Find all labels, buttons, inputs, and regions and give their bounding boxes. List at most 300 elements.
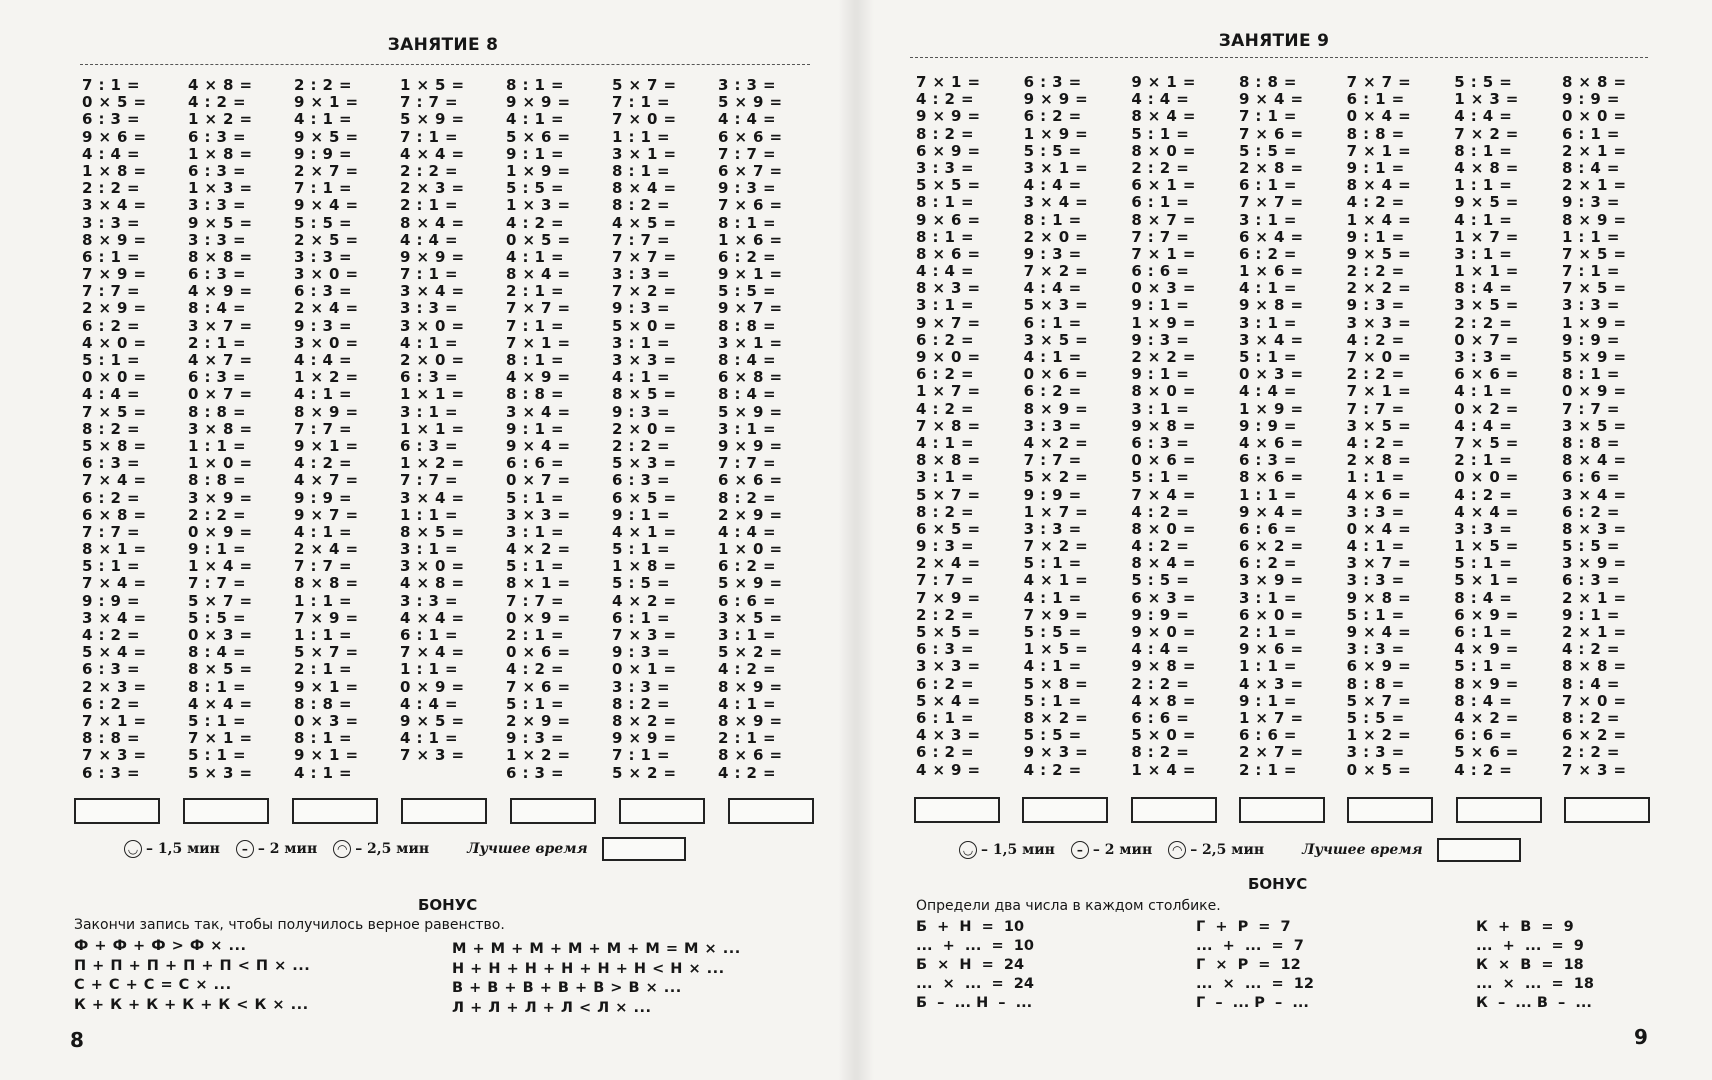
exercise-item: 2 : 2 = bbox=[294, 76, 352, 94]
bonus-title: БОНУС bbox=[418, 896, 478, 914]
exercise-item: 3 × 3 = bbox=[916, 657, 981, 676]
exercise-item: 6 : 2 = bbox=[1238, 554, 1297, 573]
exercise-item: 6 × 8 = bbox=[82, 505, 147, 524]
exercise-item: 4 × 1 = bbox=[1023, 571, 1089, 590]
exercise-item: 8 × 5 = bbox=[612, 385, 677, 404]
exercise-item: 5 : 1 = bbox=[1346, 605, 1405, 624]
exercise-item: 1 × 3 = bbox=[188, 179, 253, 198]
bonus-line: П + П + П + П + П < П × ... bbox=[74, 957, 311, 974]
exercise-item: 4 : 4 = bbox=[1023, 176, 1082, 195]
exercise-item: 2 : 2 = bbox=[1131, 674, 1190, 693]
exercise-item: 3 × 4 = bbox=[1023, 193, 1089, 212]
exercise-item: 7 : 7 = bbox=[718, 454, 776, 473]
exercise-item: 9 × 7 = bbox=[718, 299, 783, 318]
exercise-item: 0 × 6 = bbox=[1023, 365, 1089, 384]
exercise-item: 6 : 2 = bbox=[82, 316, 140, 335]
exercise-item: 6 : 3 = bbox=[188, 161, 246, 180]
exercise-item: 2 × 1 = bbox=[1561, 588, 1627, 607]
exercise-item: 1 × 0 = bbox=[718, 540, 783, 559]
exercise-item: 8 : 1 = bbox=[718, 213, 776, 232]
exercise-item: 5 : 5 = bbox=[1023, 141, 1082, 160]
exercise-item: 8 × 0 = bbox=[1131, 141, 1196, 160]
exercise-item: 5 × 9 = bbox=[718, 574, 783, 593]
exercise-item: 5 : 5 = bbox=[1454, 73, 1513, 91]
time-box[interactable] bbox=[914, 797, 1000, 823]
smile-icon: ◡ bbox=[959, 841, 977, 859]
exercise-item: 8 : 4 = bbox=[188, 643, 246, 662]
exercise-item: 5 : 5 = bbox=[718, 282, 776, 301]
exercise-item: 5 : 5 = bbox=[506, 179, 564, 198]
exercise-item: 6 : 6 = bbox=[1238, 519, 1297, 538]
exercise-item: 8 : 1 = bbox=[1561, 365, 1620, 384]
exercise-item: 8 : 1 = bbox=[188, 677, 246, 696]
bonus-line: К – ... В – ... bbox=[1476, 995, 1592, 1011]
exercise-item: 6 : 2 = bbox=[916, 330, 974, 349]
sad-face-icon: ◠ bbox=[333, 840, 351, 858]
exercise-item: 7 × 5 = bbox=[1561, 244, 1627, 263]
exercise-item: 3 : 3 = bbox=[612, 677, 670, 696]
exercise-item: 4 : 2 = bbox=[1346, 330, 1405, 349]
exercise-item: 2 : 2 = bbox=[1346, 365, 1405, 384]
exercise-item: 3 : 1 = bbox=[1238, 210, 1297, 229]
exercise-item: 6 × 9 = bbox=[916, 141, 981, 160]
exercise-item: 9 × 9 = bbox=[1023, 90, 1089, 109]
exercise-item: 0 × 9 = bbox=[1561, 382, 1627, 401]
exercise-item: 4 : 1 = bbox=[1238, 279, 1297, 298]
exercise-item: 0 × 3 = bbox=[1131, 279, 1196, 298]
exercise-item: 0 × 9 = bbox=[188, 522, 253, 541]
exercise-item: 6 : 3 = bbox=[82, 763, 140, 782]
exercise-item: 1 × 4 = bbox=[1346, 210, 1412, 229]
exercise-item: 2 × 9 = bbox=[506, 711, 571, 730]
exercise-item: 7 × 6 = bbox=[718, 196, 783, 215]
exercise-item: 9 × 4 = bbox=[1346, 623, 1412, 641]
exercise-item: 5 × 7 = bbox=[612, 76, 677, 94]
exercise-item: 5 × 5 = bbox=[916, 176, 981, 195]
exercise-item: 5 × 7 = bbox=[1346, 691, 1412, 710]
page-number: 9 bbox=[1634, 1025, 1648, 1049]
exercise-item: 9 : 3 = bbox=[612, 299, 670, 318]
exercise-item: 8 × 9 = bbox=[1561, 210, 1627, 229]
legend-slow: – 2,5 мин bbox=[1190, 842, 1265, 858]
exercise-item: 2 : 2 = bbox=[916, 605, 974, 624]
exercise-item: 3 : 3 = bbox=[400, 299, 458, 318]
exercise-item: 7 : 7 = bbox=[612, 230, 670, 249]
exercise-item: 9 : 1 = bbox=[188, 540, 246, 559]
bonus-line: Н + Н + Н + Н + Н + Н < Н × ... bbox=[452, 960, 725, 977]
bonus-line: Г × Р = 12 bbox=[1196, 957, 1301, 973]
exercise-item: 2 : 1 = bbox=[718, 729, 776, 748]
exercise-item: 4 : 1 = bbox=[1454, 382, 1513, 401]
exercise-item: 8 × 2 = bbox=[612, 711, 677, 730]
exercise-item: 9 × 1 = bbox=[294, 677, 359, 696]
bonus-line: Ф + Ф + Ф > Ф × ... bbox=[74, 938, 247, 954]
bonus-line: М + М + М + М + М + М = М × ... bbox=[452, 941, 741, 957]
exercise-item: 4 × 6 = bbox=[1346, 485, 1412, 504]
time-box[interactable] bbox=[510, 798, 596, 824]
exercise-item: 4 : 4 = bbox=[718, 110, 776, 129]
exercise-item: 8 : 1 = bbox=[506, 351, 564, 369]
time-box[interactable] bbox=[1239, 797, 1325, 823]
exercise-item: 1 × 5 = bbox=[400, 76, 465, 94]
exercise-item: 8 × 4 = bbox=[1131, 554, 1196, 573]
exercise-item: 7 × 6 = bbox=[506, 677, 571, 696]
exercise-item: 0 × 1 = bbox=[612, 660, 677, 679]
exercise-item: 7 : 7 = bbox=[916, 571, 974, 590]
exercise-item: 9 × 8 = bbox=[1131, 416, 1196, 435]
exercise-item: 4 : 2 = bbox=[1346, 433, 1405, 452]
exercise-item: 6 : 3 = bbox=[188, 127, 246, 146]
exercise-item: 0 × 9 = bbox=[400, 677, 465, 696]
sad-face-icon: ◠ bbox=[1168, 841, 1186, 859]
exercise-item: 1 × 2 = bbox=[506, 746, 571, 765]
exercise-item: 7 : 7 = bbox=[294, 557, 352, 576]
exercise-item: 2 : 1 = bbox=[400, 196, 458, 215]
exercise-item: 6 : 2 = bbox=[82, 488, 140, 507]
exercise-item: 4 : 1 = bbox=[400, 729, 458, 748]
legend-fast: – 1,5 мин bbox=[981, 842, 1055, 858]
exercise-item: 9 : 1 = bbox=[506, 419, 564, 438]
exercise-item: 6 : 3 = bbox=[1561, 571, 1620, 590]
exercise-item: 7 : 1 = bbox=[506, 316, 564, 335]
exercise-item: 6 : 1 = bbox=[1454, 623, 1513, 641]
bonus-line: ... + ... = 7 bbox=[1196, 938, 1304, 954]
exercise-item: 3 : 3 = bbox=[612, 265, 670, 284]
exercise-item: 8 × 4 = bbox=[1346, 176, 1412, 195]
exercise-column bbox=[612, 77, 696, 782]
exercise-item: 8 × 9 = bbox=[82, 230, 147, 249]
exercise-item: 6 : 6 = bbox=[1131, 262, 1190, 281]
exercise-item: 4 : 1 = bbox=[506, 110, 564, 129]
time-box[interactable] bbox=[183, 798, 269, 824]
exercise-item: 8 × 1 = bbox=[506, 574, 571, 593]
exercise-item: 8 × 0 = bbox=[1131, 382, 1196, 401]
exercise-item: 9 : 9 = bbox=[1561, 90, 1620, 109]
exercise-item: 3 : 3 = bbox=[1454, 519, 1513, 538]
exercise-item: 3 × 7 = bbox=[188, 316, 253, 335]
exercise-item: 4 : 2 = bbox=[1346, 193, 1405, 212]
exercise-item: 4 : 2 = bbox=[294, 454, 352, 473]
exercise-item: 4 : 2 = bbox=[1454, 760, 1513, 779]
exercise-item: 5 : 1 = bbox=[188, 711, 246, 730]
exercise-item: 4 : 4 = bbox=[82, 385, 140, 404]
exercise-item: 4 × 8 = bbox=[400, 574, 465, 593]
exercise-item: 4 × 9 = bbox=[916, 760, 981, 779]
bonus-line: Г – ... Р – ... bbox=[1196, 995, 1309, 1011]
exercise-item: 7 × 0 = bbox=[1561, 691, 1627, 710]
exercise-item: 8 : 8 = bbox=[294, 694, 352, 713]
legend-mid: – 2 мин bbox=[257, 841, 318, 857]
exercise-item: 2 × 9 = bbox=[718, 505, 783, 524]
exercise-item: 1 × 1 = bbox=[400, 419, 465, 438]
answer-boxes bbox=[914, 797, 1650, 823]
exercise-item: 4 : 1 = bbox=[1023, 348, 1082, 366]
exercise-item: 2 : 2 = bbox=[612, 436, 670, 455]
exercise-item: 6 : 2 = bbox=[1023, 107, 1082, 126]
exercise-item: 9 × 5 = bbox=[188, 213, 253, 232]
exercise-item: 3 × 0 = bbox=[294, 265, 359, 284]
exercise-item: 8 × 9 = bbox=[294, 402, 359, 421]
exercise-item: 1 × 1 = bbox=[1454, 262, 1519, 281]
best-time-box[interactable] bbox=[1437, 838, 1521, 862]
exercise-item: 3 : 1 = bbox=[1238, 313, 1297, 332]
exercise-item: 3 : 3 = bbox=[718, 76, 776, 94]
exercise-item: 4 × 0 = bbox=[82, 333, 147, 352]
exercise-item: 8 × 4 = bbox=[400, 213, 465, 232]
exercise-item: 0 × 0 = bbox=[1561, 107, 1627, 126]
exercise-item: 5 × 9 = bbox=[718, 402, 783, 421]
exercise-item: 8 × 3 = bbox=[916, 279, 981, 298]
time-box[interactable] bbox=[619, 798, 705, 824]
exercise-item: 3 : 3 = bbox=[1346, 571, 1405, 590]
exercise-item: 4 × 7 = bbox=[188, 351, 253, 369]
exercise-item: 5 × 2 = bbox=[1023, 468, 1089, 487]
exercise-item: 9 × 4 = bbox=[506, 436, 571, 455]
exercise-item: 1 : 1 = bbox=[188, 436, 246, 455]
exercise-item: 9 : 3 = bbox=[1561, 193, 1620, 212]
exercise-item: 3 : 1 = bbox=[400, 402, 458, 421]
bonus-list-a bbox=[74, 937, 310, 1015]
exercise-item: 5 × 7 = bbox=[294, 643, 359, 662]
exercise-item: 9 : 9 = bbox=[1023, 485, 1082, 504]
time-legend bbox=[959, 838, 1521, 862]
exercise-item: 6 : 6 = bbox=[1238, 726, 1297, 745]
exercise-item: 9 × 1 = bbox=[718, 265, 783, 284]
time-box[interactable] bbox=[292, 798, 378, 824]
exercise-item: 7 × 9 = bbox=[916, 588, 981, 607]
exercise-item: 5 × 2 = bbox=[612, 763, 677, 782]
time-box[interactable] bbox=[1022, 797, 1108, 823]
exercise-item: 7 × 7 = bbox=[1238, 193, 1304, 212]
exercise-item: 6 : 3 = bbox=[1131, 433, 1190, 452]
exercise-item: 2 × 1 = bbox=[1561, 176, 1627, 195]
exercise-item: 7 × 1 = bbox=[188, 729, 253, 748]
exercise-item: 8 : 4 = bbox=[718, 385, 776, 404]
exercise-item: 7 × 1 = bbox=[916, 73, 981, 91]
exercise-item: 0 × 0 = bbox=[1454, 468, 1519, 487]
bonus-list-b bbox=[452, 940, 741, 1018]
exercise-item: 5 : 5 = bbox=[1346, 708, 1405, 727]
exercise-item: 6 : 1 = bbox=[1023, 313, 1082, 332]
exercise-item: 2 : 1 = bbox=[1238, 623, 1297, 641]
exercise-item: 6 : 6 = bbox=[1561, 468, 1620, 487]
exercise-item: 1 × 5 = bbox=[1454, 537, 1519, 556]
exercise-item: 6 : 3 = bbox=[188, 265, 246, 284]
exercise-item: 1 × 8 = bbox=[82, 161, 147, 180]
exercise-item: 2 × 4 = bbox=[916, 554, 981, 573]
exercise-item: 7 × 9 = bbox=[1023, 605, 1089, 624]
exercise-item: 5 × 8 = bbox=[82, 436, 147, 455]
exercise-item: 7 × 4 = bbox=[1131, 485, 1196, 504]
exercise-item: 5 × 4 = bbox=[916, 691, 981, 710]
page-number: 8 bbox=[70, 1028, 84, 1052]
exercise-item: 6 × 6 = bbox=[718, 471, 783, 490]
exercise-item: 4 × 3 = bbox=[1238, 674, 1304, 693]
exercise-item: 3 : 3 = bbox=[1561, 296, 1620, 315]
exercise-item: 2 : 1 = bbox=[294, 660, 352, 679]
exercise-item: 5 : 1 = bbox=[82, 557, 140, 576]
exercise-item: 6 × 6 = bbox=[1454, 365, 1519, 384]
exercise-item: 4 : 4 = bbox=[718, 522, 776, 541]
exercise-item: 8 × 6 = bbox=[718, 746, 783, 765]
exercise-item: 6 × 2 = bbox=[1238, 537, 1304, 556]
exercise-item: 8 : 1 = bbox=[1023, 210, 1082, 229]
exercise-item: 5 × 6 = bbox=[506, 127, 571, 146]
exercise-item: 7 : 1 = bbox=[400, 265, 458, 284]
exercise-item: 4 : 1 = bbox=[400, 333, 458, 352]
exercise-item: 8 × 9 = bbox=[718, 711, 783, 730]
exercise-item: 6 × 7 = bbox=[718, 161, 783, 180]
exercise-item: 3 × 4 = bbox=[82, 608, 147, 627]
bonus-line: Б × Н = 24 bbox=[916, 957, 1025, 973]
exercise-item: 9 × 7 = bbox=[916, 313, 981, 332]
exercise-item: 9 : 1 = bbox=[1561, 605, 1620, 624]
exercise-item: 4 : 2 = bbox=[718, 660, 776, 679]
exercise-item: 6 : 1 = bbox=[82, 247, 140, 266]
exercise-item: 5 × 5 = bbox=[916, 623, 981, 641]
bonus-title: БОНУС bbox=[1248, 875, 1308, 893]
exercise-item: 1 : 1 = bbox=[612, 127, 670, 146]
exercise-item: 7 : 7 = bbox=[82, 522, 140, 541]
exercise-item: 5 : 5 = bbox=[1023, 623, 1082, 641]
exercise-item: 2 × 8 = bbox=[1346, 451, 1412, 470]
exercise-item: 4 : 2 = bbox=[1023, 760, 1082, 779]
time-box[interactable] bbox=[401, 798, 487, 824]
time-box[interactable] bbox=[1564, 797, 1650, 823]
exercise-item: 9 : 1 = bbox=[506, 144, 564, 163]
exercise-item: 6 : 2 = bbox=[82, 694, 140, 713]
exercise-item: 4 : 2 = bbox=[1454, 485, 1513, 504]
exercise-item: 2 × 7 = bbox=[1238, 743, 1304, 762]
exercise-item: 6 × 1 = bbox=[1131, 176, 1196, 195]
exercise-item: 0 × 4 = bbox=[1346, 107, 1412, 126]
exercise-item: 9 × 6 = bbox=[1238, 640, 1304, 659]
bonus-line: В + В + В + В + В > В × ... bbox=[452, 980, 682, 996]
exercise-item: 3 × 1 = bbox=[612, 144, 677, 163]
exercise-item: 0 × 7 = bbox=[506, 471, 571, 490]
exercise-item: 2 × 3 = bbox=[400, 179, 465, 198]
exercise-item: 8 : 1 = bbox=[506, 76, 564, 94]
exercise-item: 3 : 1 = bbox=[400, 540, 458, 559]
exercise-item: 2 × 0 = bbox=[612, 419, 677, 438]
exercise-item: 8 : 4 = bbox=[718, 351, 776, 369]
exercise-item: 3 × 3 = bbox=[506, 505, 571, 524]
exercise-item: 1 × 4 = bbox=[188, 557, 253, 576]
exercise-item: 7 × 5 = bbox=[1561, 279, 1627, 298]
time-box[interactable] bbox=[1131, 797, 1217, 823]
exercise-item: 7 × 2 = bbox=[1023, 537, 1089, 556]
exercise-item: 3 : 3 = bbox=[1023, 519, 1082, 538]
exercise-item: 7 : 7 = bbox=[1023, 451, 1082, 470]
exercise-item: 7 × 0 = bbox=[612, 110, 677, 129]
exercise-item: 5 : 1 = bbox=[1023, 554, 1082, 573]
exercise-item: 7 : 1 = bbox=[612, 93, 670, 112]
exercise-item: 2 × 5 = bbox=[294, 230, 359, 249]
exercise-item: 1 × 8 = bbox=[188, 144, 253, 163]
exercise-item: 6 : 6 = bbox=[1131, 708, 1190, 727]
exercise-item: 1 × 2 = bbox=[188, 110, 253, 129]
exercise-item: 6 : 2 = bbox=[916, 674, 974, 693]
exercise-item: 2 × 2 = bbox=[1131, 348, 1196, 366]
exercise-item: 7 : 7 = bbox=[506, 591, 564, 610]
exercise-item: 6 × 9 = bbox=[1454, 605, 1519, 624]
exercise-item: 3 × 1 = bbox=[1023, 158, 1089, 177]
exercise-item: 9 × 5 = bbox=[294, 127, 359, 146]
exercise-item: 8 : 1 = bbox=[916, 193, 974, 212]
exercise-item: 2 × 8 = bbox=[1238, 158, 1304, 177]
exercise-item: 5 : 1 = bbox=[506, 694, 564, 713]
exercise-item: 3 : 1 = bbox=[1454, 244, 1513, 263]
exercise-item: 0 × 5 = bbox=[1346, 760, 1412, 779]
exercise-item: 9 : 1 = bbox=[1346, 158, 1405, 177]
exercise-item: 7 : 7 = bbox=[82, 282, 140, 301]
time-legend bbox=[124, 837, 686, 861]
exercise-item: 3 × 5 = bbox=[1561, 416, 1627, 435]
exercise-item: 7 × 5 = bbox=[82, 402, 147, 421]
exercise-item: 5 : 1 = bbox=[506, 488, 564, 507]
exercise-item: 1 × 2 = bbox=[1346, 726, 1412, 745]
exercise-column bbox=[1562, 74, 1646, 779]
exercise-item: 8 × 2 = bbox=[1023, 708, 1089, 727]
bonus-line: ... × ... = 12 bbox=[1196, 976, 1314, 992]
exercise-item: 5 × 9 = bbox=[718, 93, 783, 112]
exercise-item: 9 : 3 = bbox=[916, 537, 974, 556]
exercise-item: 5 : 5 = bbox=[294, 213, 352, 232]
exercise-item: 4 : 1 = bbox=[916, 433, 974, 452]
exercise-item: 9 × 0 = bbox=[916, 348, 981, 366]
exercise-item: 1 × 3 = bbox=[1454, 90, 1519, 109]
exercise-item: 3 × 4 = bbox=[400, 488, 465, 507]
exercise-item: 2 × 0 = bbox=[400, 351, 465, 369]
exercise-item: 3 × 8 = bbox=[188, 419, 253, 438]
exercise-item: 4 : 2 = bbox=[1561, 640, 1620, 659]
exercise-item: 9 × 4 = bbox=[1238, 502, 1304, 521]
exercise-item: 4 : 4 = bbox=[1454, 107, 1513, 126]
bonus-line: К + К + К + К + К < К × ... bbox=[74, 996, 309, 1013]
time-box[interactable] bbox=[74, 798, 160, 824]
exercise-item: 7 : 1 = bbox=[82, 76, 140, 94]
exercise-item: 7 : 1 = bbox=[1561, 262, 1620, 281]
exercise-item: 0 × 4 = bbox=[1346, 519, 1412, 538]
exercise-column bbox=[1454, 74, 1538, 779]
bonus-columns bbox=[916, 918, 1712, 1013]
exercise-item: 8 : 2 = bbox=[82, 419, 140, 438]
exercise-item: 1 : 1 = bbox=[400, 660, 458, 679]
exercise-item: 3 : 1 = bbox=[612, 333, 670, 352]
exercise-item: 4 : 4 = bbox=[400, 230, 458, 249]
exercise-item: 9 × 6 = bbox=[916, 210, 981, 229]
exercise-item: 4 : 4 = bbox=[1131, 640, 1190, 659]
exercise-item: 8 × 4 = bbox=[612, 179, 677, 198]
exercise-item: 5 × 0 = bbox=[612, 316, 677, 335]
exercise-item: 5 × 7 = bbox=[188, 591, 253, 610]
exercise-item: 7 × 1 = bbox=[82, 711, 147, 730]
exercise-item: 4 : 4 = bbox=[294, 351, 352, 369]
time-box[interactable] bbox=[728, 798, 814, 824]
exercise-item: 9 × 1 = bbox=[294, 746, 359, 765]
legend-fast: – 1,5 мин bbox=[146, 841, 220, 857]
exercise-item: 1 × 6 = bbox=[718, 230, 783, 249]
best-time-box[interactable] bbox=[602, 837, 686, 861]
exercise-item: 7 × 4 = bbox=[82, 574, 147, 593]
exercise-item: 8 : 4 = bbox=[1454, 691, 1513, 710]
exercise-item: 3 × 0 = bbox=[400, 557, 465, 576]
exercise-item: 3 : 3 = bbox=[1346, 743, 1405, 762]
time-box[interactable] bbox=[1456, 797, 1542, 823]
exercise-item: 2 × 7 = bbox=[294, 161, 359, 180]
time-box[interactable] bbox=[1347, 797, 1433, 823]
exercise-item: 2 × 9 = bbox=[82, 299, 147, 318]
